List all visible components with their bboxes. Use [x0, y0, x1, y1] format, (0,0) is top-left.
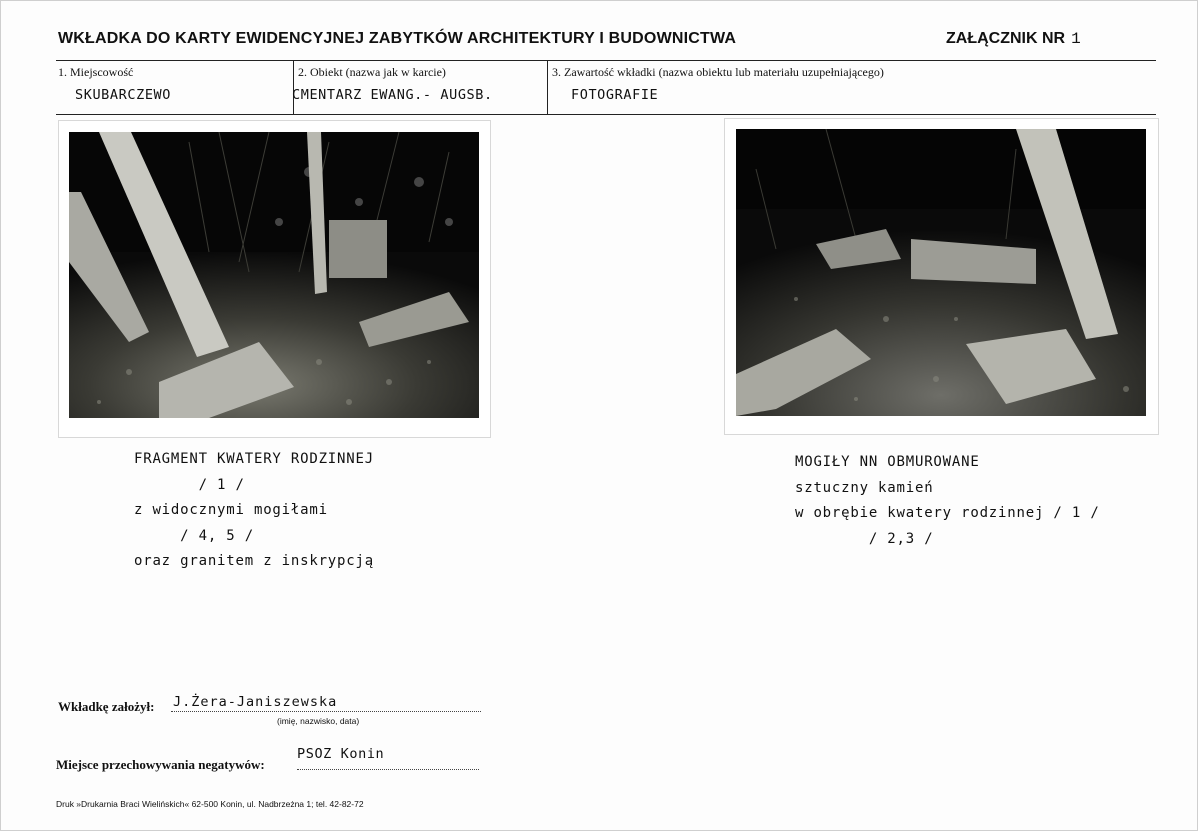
locality-value: SKUBARCZEWO	[75, 87, 172, 103]
caption-right	[795, 450, 1100, 552]
header-bottom-rule	[56, 114, 1156, 115]
object-label: 2. Obiekt (nazwa jak w karcie)	[298, 65, 446, 79]
content-value: FOTOGRAFIE	[571, 87, 659, 103]
content-label: 3. Zawartość wkładki (nazwa obiektu lub materiału uzupełniającego)	[552, 65, 884, 79]
object-value: CMENTARZ EWANG.- AUGSB.	[292, 87, 493, 103]
printer-imprint: Druk »Drukarnia Braci Wielińskich« 62-500 Konin, ul. Nadbrzeżna 1; tel. 42-82-72	[56, 799, 364, 809]
storage-label: Miejsce przechowywania negatywów:	[56, 757, 265, 772]
cemetery-photo-left-image	[69, 132, 479, 418]
creator-value: J.Żera-Janiszewska	[173, 694, 338, 710]
caption-left-line: FRAGMENT KWATERY RODZINNEJ	[134, 451, 374, 467]
annex-label-text: ZAŁĄCZNIK NR	[946, 30, 1066, 47]
field-divider-2	[547, 60, 548, 115]
storage-line	[297, 768, 479, 770]
annex-number: 1	[1071, 30, 1081, 48]
caption-left-line: oraz granitem z inskrypcją	[134, 553, 374, 569]
creator-hint: (imię, nazwisko, data)	[277, 716, 360, 726]
document-title: WKŁADKA DO KARTY EWIDENCYJNEJ ZABYTKÓW ARCHITEKTURY I BUDOWNICTWA	[58, 30, 737, 47]
cemetery-photo-right	[736, 129, 1146, 416]
caption-right-line: / 2,3 /	[795, 530, 934, 547]
caption-right-line: sztuczny kamień	[795, 479, 934, 496]
creator-line	[171, 710, 481, 712]
annex-label	[946, 30, 1081, 48]
caption-right-line: w obrębie kwatery rodzinnej / 1 /	[795, 505, 1100, 521]
header-top-rule	[56, 60, 1156, 61]
caption-left-line: z widocznymi mogiłami	[134, 502, 328, 518]
cemetery-photo-left	[69, 132, 479, 418]
caption-right-line: MOGIŁY NN OBMUROWANE	[795, 454, 980, 470]
creator-label: Wkładkę założył:	[58, 699, 155, 714]
cemetery-photo-right-image	[736, 129, 1146, 416]
caption-left-line: / 1 /	[134, 476, 245, 493]
caption-left-line: / 4, 5 /	[134, 527, 254, 544]
caption-left	[134, 447, 374, 575]
storage-value: PSOZ Konin	[297, 746, 385, 762]
locality-label: 1. Miejscowość	[58, 65, 134, 79]
